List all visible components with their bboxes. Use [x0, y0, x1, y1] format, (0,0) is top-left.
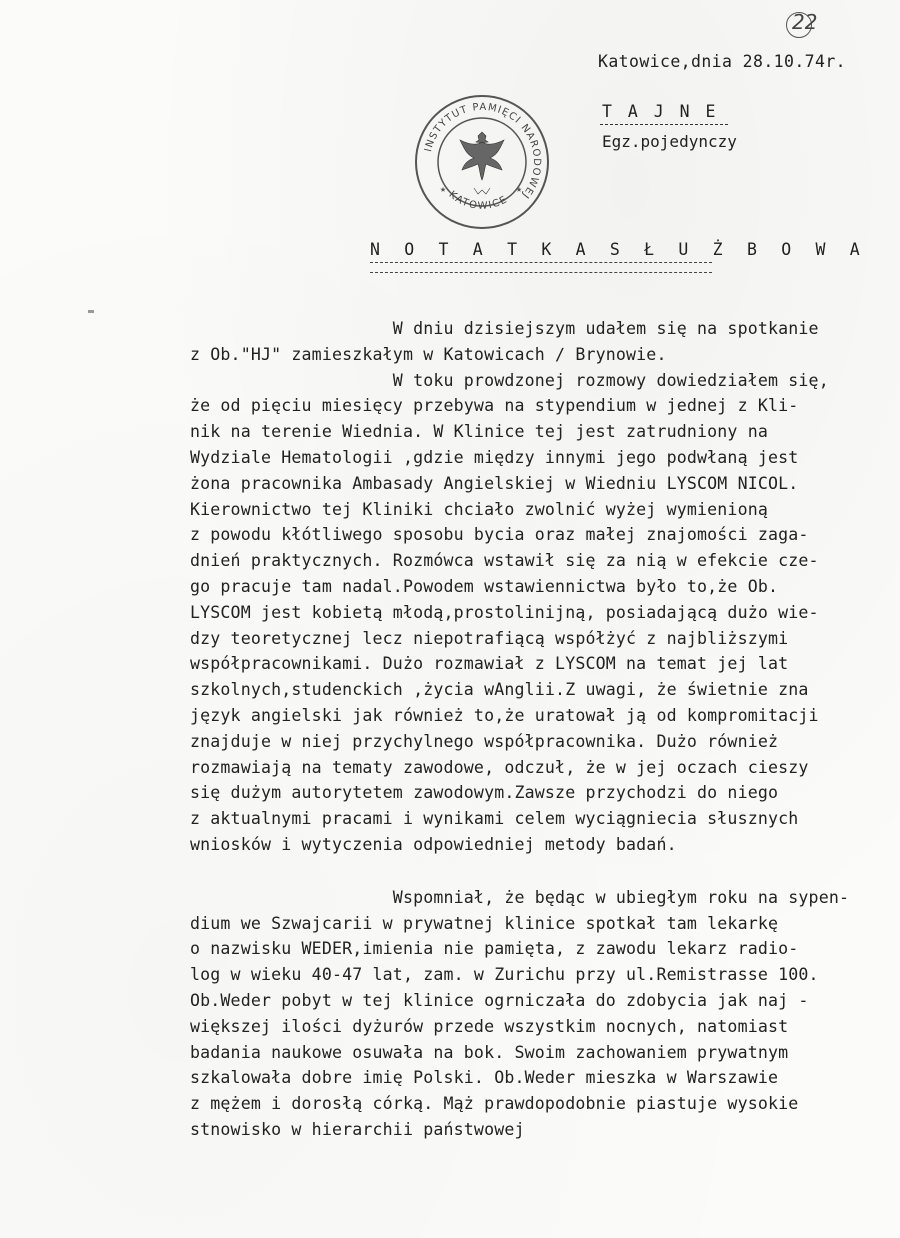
text-line: W toku prowdzonej rozmowy dowiedziałem się,: [190, 370, 829, 390]
text-line: z powodu kłótliwego sposobu bycia oraz małej znajomości zaga-: [190, 525, 809, 545]
place-and-date: Katowice,dnia 28.10.74r.: [598, 52, 847, 71]
svg-text:★: ★: [440, 184, 447, 195]
copy-note: Egz.pojedynczy: [602, 132, 737, 151]
text-line: rozmawiają na tematy zawodowe, odczuł, że w jej oczach cieszy: [190, 757, 809, 777]
margin-punch-mark: [88, 310, 94, 313]
document-title: N O T A T K A S Ł U Ż B O W A: [370, 240, 867, 259]
stamp-ring-text: INSTYTUT PAMIĘCI NARODOWEJ: [423, 101, 543, 201]
paragraph-gap: [190, 858, 880, 885]
stamp-city-text: KATOWICE: [446, 189, 510, 212]
text-line: badania naukowe osuwała na bok. Swoim zachowaniem prywatnym: [190, 1042, 789, 1062]
text-line: się dużym autorytetem zawodowym.Zawsze przychodzi do niego: [190, 783, 779, 803]
eagle-icon: [460, 132, 504, 194]
document-body: [190, 316, 880, 1143]
text-line: LYSCOM jest kobietą młodą,prostolinijną, posiadającą dużo wie-: [190, 602, 819, 622]
text-line: dnień praktycznych. Rozmówca wstawił się za nią w efekcie cze-: [190, 551, 819, 571]
text-line: nik na terenie Wiednia. W Klinice tej jest zatrudniony na: [190, 422, 768, 442]
classification-underline: [600, 124, 728, 125]
text-line: o nazwisku WEDER,imienia nie pamięta, z zawodu lekarz radio-: [190, 939, 799, 959]
text-line: Kierownictwo tej Kliniki chciało zwolnić wyżej wymienioną: [190, 499, 768, 519]
text-line: że od pięciu miesięcy przebywa na stypendium w jednej z Kli-: [190, 396, 799, 416]
text-line: log w wieku 40-47 lat, zam. w Zurichu przy ul.Remistrasse 100.: [190, 965, 819, 985]
text-line: większej ilości dyżurów przede wszystkim nocnych, natomiast: [190, 1016, 789, 1036]
text-line: z aktualnymi pracami i wynikami celem wyciągniecia słusznych: [190, 809, 799, 829]
text-line: dium we Szwajcarii w prywatnej klinice spotkał tam lekarkę: [190, 913, 779, 933]
text-line: z mężem i dorosłą córką. Mąż prawdopodobnie piastuje wysokie: [190, 1094, 799, 1114]
text-line: Wydziale Hematologii ,gdzie między innymi jego podwłaną jest: [190, 447, 799, 467]
title-double-underline: [370, 262, 712, 273]
text-line: znajduje w niej przychylnego współpracownika. Dużo również: [190, 731, 779, 751]
text-line: stnowisko w hierarchii państwowej: [190, 1119, 525, 1139]
classification-label: T A J N E: [602, 102, 719, 121]
text-line: szkalowała dobre imię Polski. Ob.Weder mieszka w Warszawie: [190, 1068, 779, 1088]
archive-page-number: 22: [792, 10, 818, 34]
text-line: wniosków i wytyczenia odpowiedniej metody badań.: [190, 834, 677, 854]
paragraph: [190, 885, 880, 1143]
text-line: W dniu dzisiejszym udałem się na spotkanie: [190, 319, 819, 338]
text-line: żona pracownika Ambasady Angielskiej w Wiedniu LYSCOM NICOL.: [190, 473, 799, 493]
text-line: go pracuje tam nadal.Powodem wstawiennictwa było to,że Ob.: [190, 576, 779, 596]
paragraph: [190, 316, 880, 858]
text-line: z Ob."HJ" zamieszkałym w Katowicach ∕ Brynowie.: [190, 344, 667, 364]
svg-text:★: ★: [516, 184, 523, 195]
text-line: szkolnych,studenckich ,życia wAnglii.Z uwagi, że świetnie zna: [190, 680, 809, 700]
text-line: język angielski jak również to,że uratował ją od kompromitacji: [190, 705, 819, 725]
text-line: dzy teoretycznej lecz niepotrafiącą współżyć z najbliższymi: [190, 628, 789, 648]
institute-stamp-icon: [412, 92, 552, 232]
text-line: współpracownikami. Dużo rozmawiał z LYSCOM na temat jej lat: [190, 654, 789, 674]
text-line: Ob.Weder pobyt w tej klinice ogrniczała do zdobycia jak naj -: [190, 990, 809, 1010]
text-line: Wspomniał, że będąc w ubiegłym roku na sypen-: [190, 887, 850, 907]
